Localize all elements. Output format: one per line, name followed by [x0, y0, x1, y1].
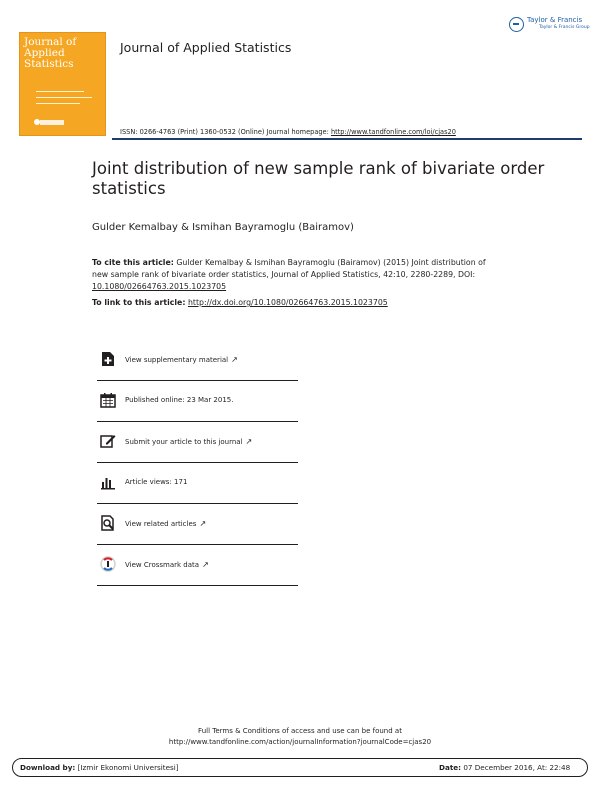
downloaded-by: [20, 763, 179, 772]
search-document-icon: [100, 515, 116, 531]
article-doi-link[interactable]: http://dx.doi.org/10.1080/02664763.2015.1023705: [187, 298, 388, 307]
issn-line: [120, 128, 456, 136]
cover-title: Journal of Applied Statistics: [24, 36, 77, 70]
cite-text: Gulder Kemalbay & Ismihan Bayramoglu (Bairamov) (2015) Joint distribution of new sample rank of bivariate order statistics, Journal of Applied Statistics, 42:10, 2280-2289, DOI:: [92, 258, 486, 279]
journal-cover: [19, 32, 106, 136]
article-title: Joint distribution of new sample rank of bivariate order statistics: [92, 159, 545, 198]
calendar-icon: [100, 392, 116, 408]
view-crossmark-data-link[interactable]: [97, 545, 298, 586]
view-supplementary-material-link[interactable]: [97, 340, 298, 381]
external-link-icon: ↗: [202, 560, 209, 569]
cover-line: [36, 91, 84, 92]
external-link-icon: ↗: [199, 519, 207, 528]
plus-document-icon: [100, 351, 116, 367]
publisher-logo-text: Taylor & Francis: [527, 16, 583, 24]
action-label: View related articles: [125, 520, 197, 528]
download-date: [439, 763, 570, 772]
action-label: Submit your article to this journal: [125, 438, 243, 446]
cover-publisher-logo: [40, 120, 64, 125]
cite-doi-link[interactable]: 10.1080/02664763.2015.1023705: [92, 282, 227, 291]
cite-label: To cite this article:: [92, 258, 174, 267]
date-value: 07 December 2016, At: 22:48: [463, 763, 571, 772]
submit-article-link[interactable]: [97, 422, 298, 463]
publisher-logo-subtext: Taylor & Francis Group: [539, 25, 590, 30]
link-label: To link to this article:: [92, 298, 186, 307]
link-row: [92, 298, 388, 307]
external-link-icon: ↗: [231, 355, 238, 364]
publisher-logo-icon: [509, 17, 524, 32]
action-label: Article views: 171: [125, 478, 188, 486]
action-label: View supplementary material: [125, 356, 229, 364]
cover-line: [36, 103, 80, 104]
article-authors: Gulder Kemalbay & Ismihan Bayramoglu (Bairamov): [92, 222, 354, 233]
terms-line: Full Terms & Conditions of access and use can be found at: [198, 727, 402, 735]
article-views-info: [97, 463, 298, 504]
view-related-articles-link[interactable]: [97, 504, 298, 545]
downloaded-value: [Izmir Ekonomi Universitesi]: [77, 763, 179, 772]
cover-line: [36, 97, 92, 98]
edit-icon: [100, 433, 116, 449]
publisher-logo[interactable]: [509, 16, 589, 36]
external-link-icon: ↗: [245, 437, 253, 446]
journal-homepage-link[interactable]: http://www.tandfonline.com/loi/cjas20: [330, 128, 456, 136]
citation-block: [92, 257, 492, 293]
bar-chart-icon: [100, 474, 116, 490]
date-label: Date:: [439, 763, 462, 772]
action-label: Published online: 23 Mar 2015.: [125, 396, 234, 404]
action-label: View Crossmark data: [125, 561, 200, 569]
crossmark-icon: [100, 556, 116, 572]
published-online-info: [97, 381, 298, 422]
article-actions: [97, 340, 298, 586]
terms-link[interactable]: http://www.tandfonline.com/action/journalInformation?journalCode=cjas20: [168, 738, 432, 746]
downloaded-label: Download by:: [20, 763, 76, 772]
issn-text: ISSN: 0266-4763 (Print) 1360-0532 (Online) Journal homepage:: [120, 128, 329, 136]
journal-name: Journal of Applied Statistics: [120, 40, 292, 55]
header-divider: [112, 138, 582, 140]
